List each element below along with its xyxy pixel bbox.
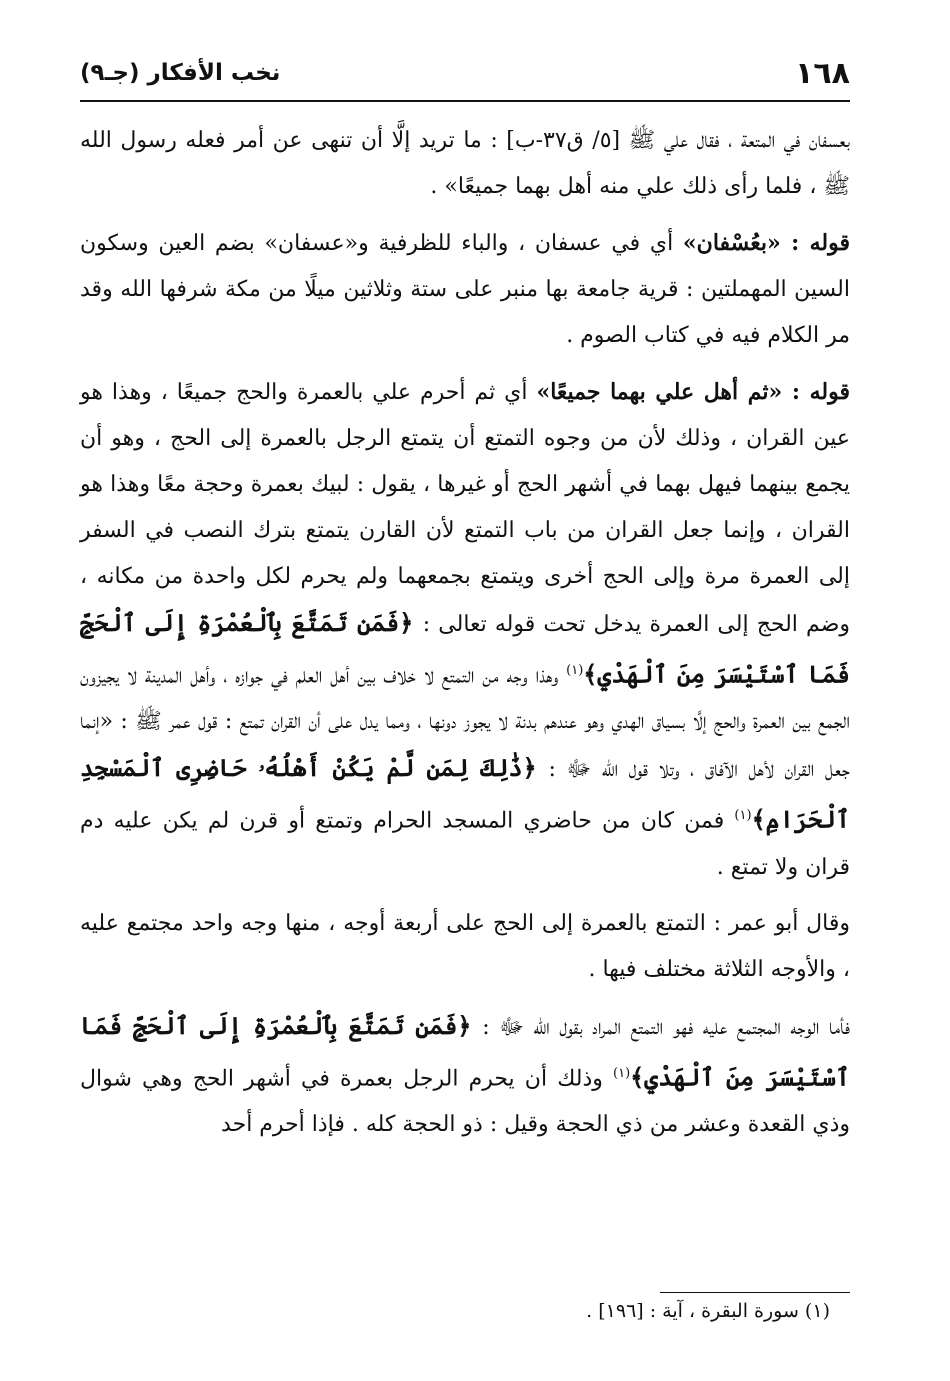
running-title: نخب الأفكار (جـ٩) <box>80 60 281 86</box>
footnote: (١) سورة البقرة ، آية : [١٩٦] . <box>586 1300 830 1322</box>
paragraph-text: وهذا وجه من التمتع لا خلاف بين أهل العلم في جوازه ، وأهل المدينة لا يجيزون الجمع بين العمرة والحج إلَّا بسياق الهدي وهو عندهم بدنة لا يجوز دونها ، ومما يدل على أن القران تمتع : قول عمر ﷺ : «إنما جعل القران لأهل الآفاق ، وتلا قول الله ﷻ : <box>80 663 850 783</box>
header-divider <box>80 100 850 102</box>
quran-verse: ﴿فَمَن تَمَتَّعَ بِٱلْعُمْرَةِ إِلَى ٱلْحَجِّ فَمَا ٱسْتَيْسَرَ مِنَ ٱلْهَدْيِ﴾ <box>80 608 850 689</box>
paragraph-text: أي في عسفان ، والباء للظرفية و«عسفان» بضم العين وسكون السين المهملتين : قرية جامعة بها منبر على ستة وثلاثين ميلًا من مكة شرفها الله وقد مر الكلام فيه في كتاب الصوم . <box>80 231 850 348</box>
paragraph-3 <box>80 369 850 891</box>
paragraph-text: بعسفان في المتعة ، فقال علي ﷺ [٥/ ق٣٧-ب] : ما تريد إلَّا أن تنهى عن أمر فعله رسول الله ﷺ ، فلما رأى ذلك علي منه أهل بهما جميعًا» . <box>80 128 850 199</box>
paragraph-1 <box>80 118 850 210</box>
paragraph-lead: قوله : «ثم أهل علي بهما جميعًا» <box>536 379 850 405</box>
paragraph-text: وذلك أن يحرم الرجل بعمرة في أشهر الحج وهي شوال وذي القعدة وعشر من ذي الحجة وقيل : ذو الحجة كله . فإذا أحرم أحد <box>80 1065 850 1137</box>
paragraph-lead: قوله : «بعُسْفان» <box>682 230 850 256</box>
paragraph-text: فأما الوجه المجتمع عليه فهو التمتع المراد بقول الله ﷻ : <box>482 1014 850 1040</box>
body-text <box>80 118 850 1158</box>
paragraph-2 <box>80 220 850 359</box>
paragraph-text: وقال أبو عمر : التمتع بالعمرة إلى الحج على أربعة أوجه ، منها وجه واحد مجتمع عليه ، والأوجه الثلاثة مختلف فيها . <box>80 910 850 982</box>
page-header <box>80 56 850 96</box>
paragraph-4 <box>80 901 850 993</box>
quran-verse: ﴿فَمَن تَمَتَّعَ بِٱلْعُمْرَةِ إِلَى ٱلْحَجِّ فَمَا ٱسْتَيْسَرَ مِنَ ٱلْهَدْيِ﴾ <box>80 1010 850 1091</box>
paragraph-text: أي ثم أحرم علي بالعمرة والحج جميعًا ، وهذا هو عين القران ، وذلك لأن من وجوه التمتع أن يتمتع الرجل بالعمرة إلى الحج ، وهو أن يجمع بينهما فيهل بهما في أشهر الحج أو غيرها ، يقول : لبيك بعمرة وحجة معًا وهذا هو القران ، وإنما جعل القران من باب التمتع لأن القارن يتمتع بترك النصب في السفر إلى العمرة مرة وإلى الحج أخرى ويتمتع بجمعهما ولم يحرم لكل واحدة من مكانه ، وضم الحج إلى العمرة يدخل تحت قوله تعالى : <box>80 380 850 637</box>
footnote-ref: (١) <box>734 808 752 824</box>
footnote-ref: (١) <box>613 1065 631 1081</box>
footnote-ref: (١) <box>566 663 584 678</box>
footnote-divider <box>660 1292 850 1293</box>
paragraph-5 <box>80 1003 850 1148</box>
paragraph-text: فمن كان من حاضري المسجد الحرام وتمتع أو قرن لم يكن عليه دم قران ولا تمتع . <box>80 808 850 880</box>
quran-verse: ﴿ذَٰلِكَ لِمَن لَّمْ يَكُنْ أَهْلُهُۥ حَاضِرِى ٱلْمَسْجِدِ ٱلْحَرَامِ﴾ <box>80 753 850 834</box>
page-number: ١٦٨ <box>795 56 850 91</box>
